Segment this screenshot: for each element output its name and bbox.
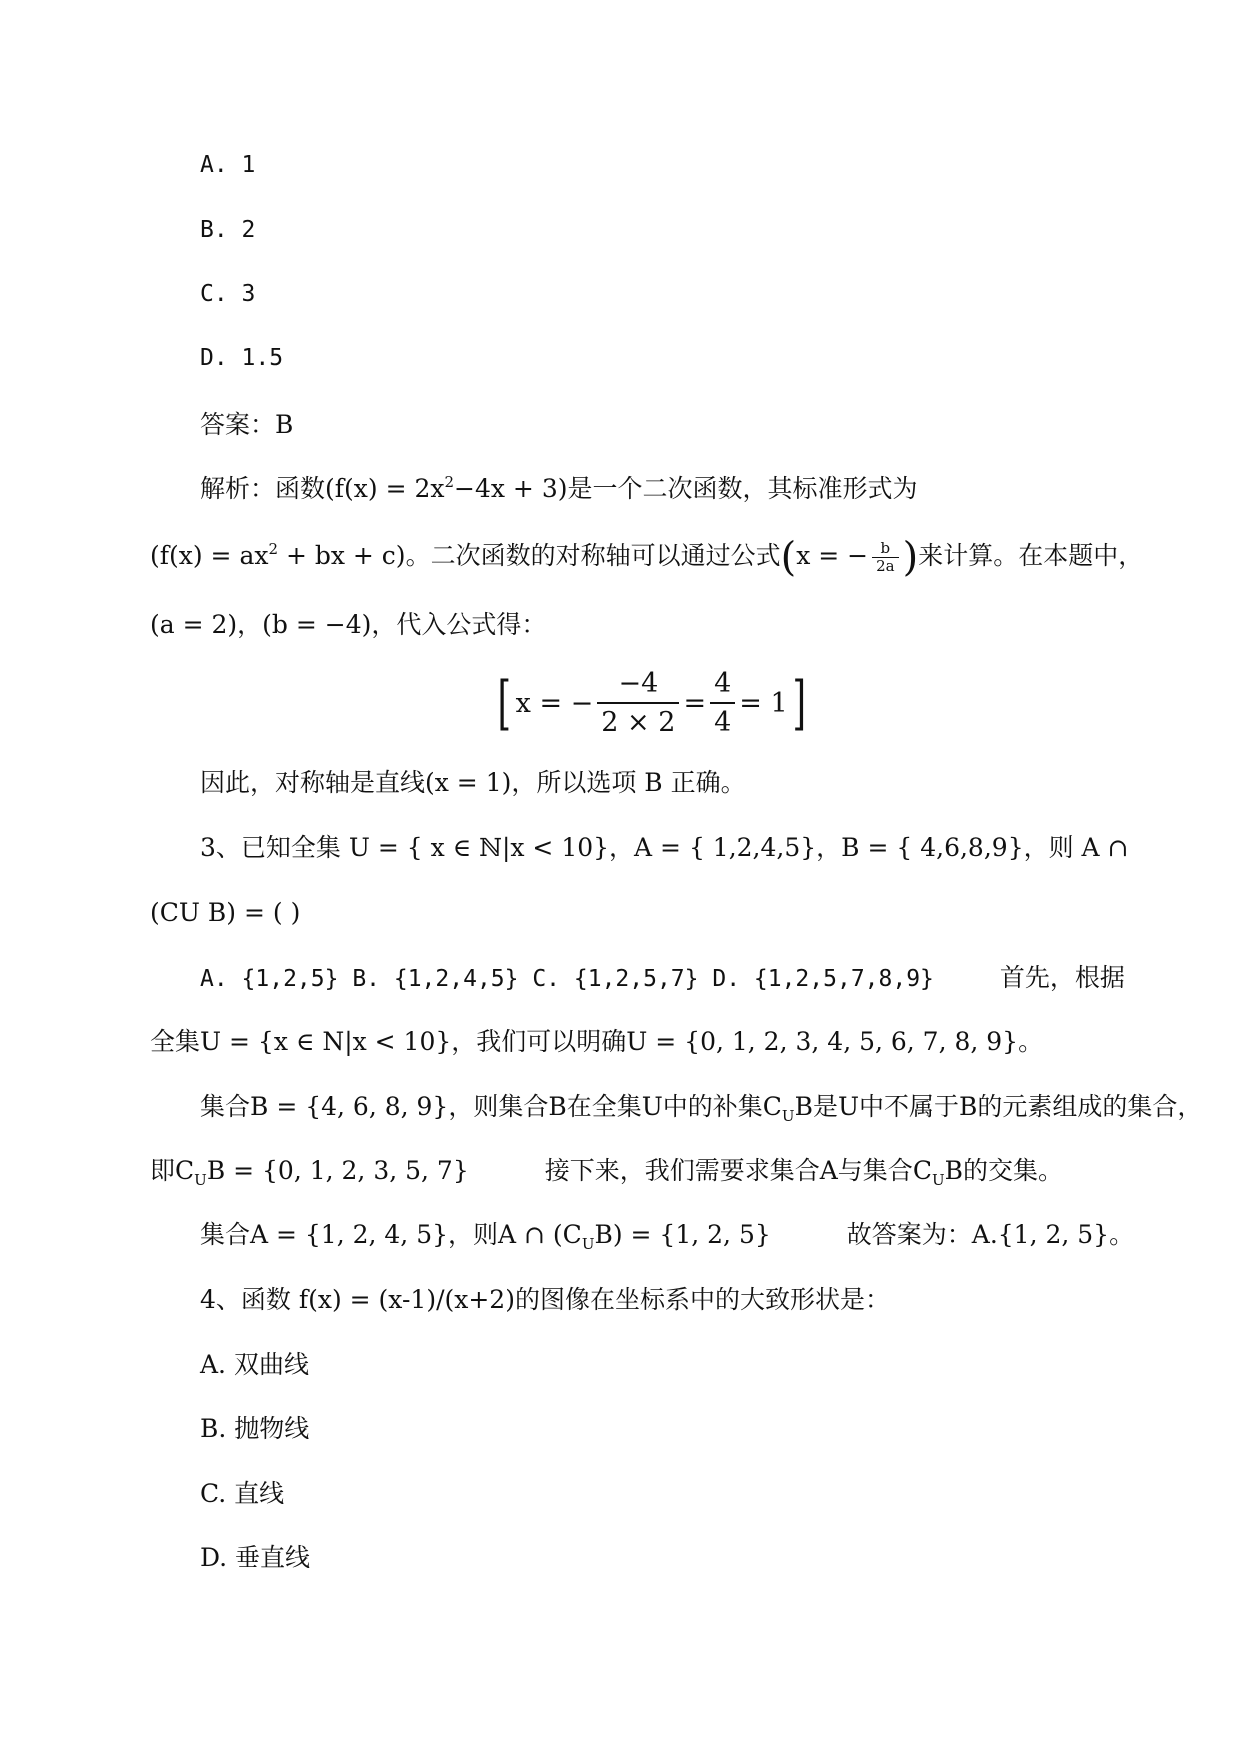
q2-option-d: D. 1.5 — [200, 345, 284, 371]
q2-analysis-line3: (a = 2)，(b = −4)，代入公式得： — [150, 610, 547, 639]
q2-answer: 答案：B — [200, 410, 294, 439]
q2-option-b: B. 2 — [200, 217, 256, 243]
q3-solution-line4: 即$C_UB = \{0$, 1, 2, 3, 5, 7} 接下来，我们需要求集合A与集合$C_UB$的交集。 — [150, 1156, 1063, 1189]
equation-fraction-1: $\frac{-4}{2 \times 2}$ — [597, 668, 679, 738]
q2-analysis-line1: 解析：函数$(f(x) = 2x^2-4x + 3)$是一个二次函数，其标准形式为 — [200, 473, 918, 503]
equation-fraction-2: $\frac{4}{4}$ — [710, 668, 735, 738]
axis-formula-fraction: $\frac{b}{2a}$ — [872, 541, 899, 574]
q2-option-a: A. 1 — [200, 152, 256, 178]
q2-conclusion: 因此，对称轴是直线(x = 1)，所以选项 B 正确。 — [200, 768, 746, 797]
q4-option-d: D. 垂直线 — [200, 1543, 311, 1572]
q3-solution-line2: 全集U = {x ∈ N|x < 10}，我们可以明确U = {0, 1, 2, 3, 4, 5, 6, 7, 8, 9}。 — [150, 1027, 1044, 1056]
q4-option-b: B. 抛物线 — [200, 1414, 310, 1443]
q3-solution-line3: 集合B = {4, 6, 8, 9}，则集合B在全集U中的补集$C_UB$是U中不属于B的元素组成的集合， — [200, 1092, 1203, 1125]
q4-option-a: A. 双曲线 — [200, 1350, 309, 1379]
q3-stem-line1: 3、已知全集 U = { x ∈ ℕ|x < 10}，A = { 1,2,4,5}，B = { 4,6,8,9}，则 A ∩ — [200, 833, 1129, 862]
q3-stem-line2: (CU B) = ( ) — [150, 898, 301, 927]
q4-stem: 4、函数 f(x) = (x-1)/(x+2)的图像在坐标系中的大致形状是： — [200, 1285, 890, 1314]
q4-option-c: C. 直线 — [200, 1479, 285, 1508]
q2-option-c: C. 3 — [200, 281, 256, 307]
display-equation: [ x = − $\frac{-4}{2 \times 2}$ = $\frac{4}{4}$ = 1 ] — [497, 668, 806, 738]
q3-solution-line5: 集合A = {1, 2, 4, 5}，则A ∩ $(C_UB) = \{1$, 2, 5} 故答案为：A.{1, 2, 5}。 — [200, 1220, 1135, 1253]
q2-analysis-line2: ($f(x) = ax^2$ + bx + c)。二次函数的对称轴可以通过公式(x = − $\frac{b}{2a}$ )来计算。在本题中， — [150, 534, 1144, 581]
q3-options: A. {1,2,5} B. {1,2,4,5} C. {1,2,5,7} D. {1,2,5,7,8,9} 首先，根据 — [200, 963, 1125, 992]
